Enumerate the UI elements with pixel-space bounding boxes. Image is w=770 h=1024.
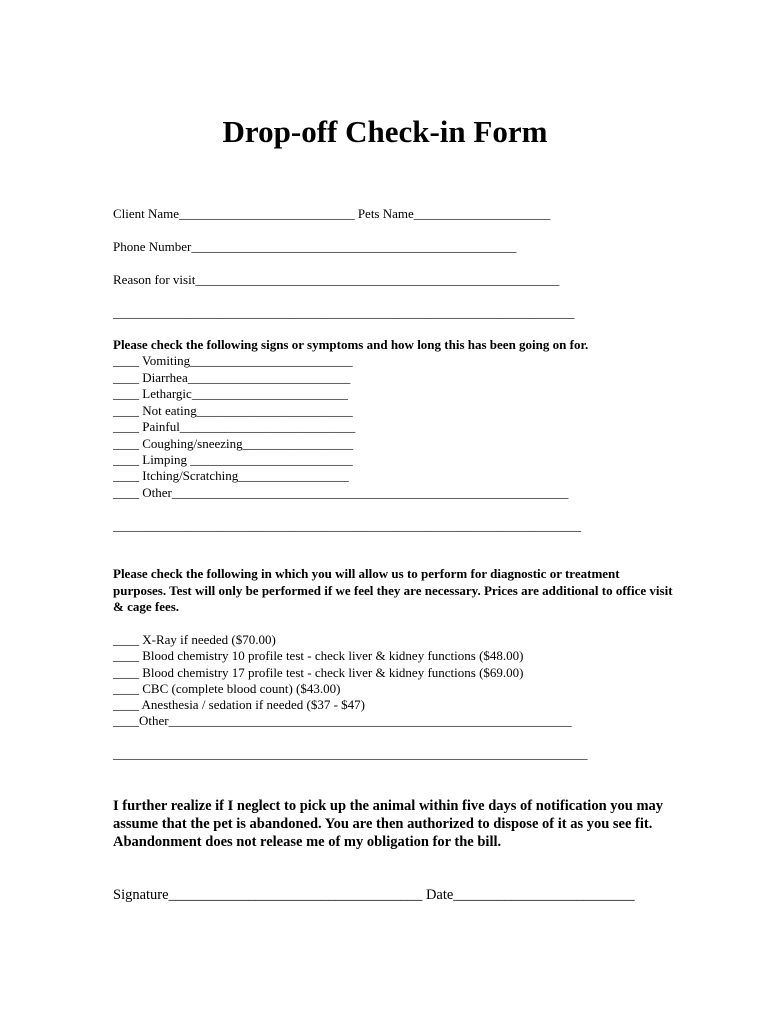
test-item: ____ CBC (complete blood count) ($43.00): [113, 681, 341, 696]
tests-heading: Please check the following in which you will allow us to perform for diagnostic or treatment purposes. Test will only be performed if we feel they are necessary. Prices are additional to office visit & cage fees.: [113, 566, 673, 614]
client-pet-name-line: Client Name___________________________ Pets Name_____________________: [113, 206, 551, 221]
form-title: Drop-off Check-in Form: [222, 114, 548, 149]
phone-number-line: Phone Number__________________________________________________: [113, 239, 517, 254]
symptoms-heading: Please check the following signs or symptoms and how long this has been going on for.: [113, 337, 589, 352]
symptom-item: ____ Vomiting_________________________: [113, 353, 353, 368]
symptom-item-other: ____ Other_____________________________________________________________: [113, 485, 569, 500]
signature-date-line: Signature___________________________________ Date_________________________: [113, 887, 635, 903]
symptoms-continuation-line: ________________________________________________________________________: [113, 518, 581, 533]
reason-continuation-line: _______________________________________________________________________: [113, 305, 575, 320]
symptom-item: ____ Painful___________________________: [113, 419, 356, 434]
abandonment-notice: I further realize if I neglect to pick up the animal within five days of notification you may assume that the pet is abandoned. You are then authorized to dispose of it as you see fit. Abandonment does not release me of my obligation for the bill.: [113, 798, 664, 850]
symptom-item: ____ Lethargic________________________: [113, 386, 348, 401]
symptom-item: ____ Itching/Scratching_________________: [113, 468, 349, 483]
test-item-other: ____Other______________________________________________________________: [113, 713, 572, 728]
symptom-item: ____ Coughing/sneezing_________________: [113, 436, 354, 451]
reason-for-visit-line: Reason for visit________________________________________________________: [113, 272, 560, 287]
symptom-item: ____ Not eating________________________: [113, 403, 353, 418]
test-item: ____ Blood chemistry 17 profile test - check liver & kidney functions ($69.00): [113, 665, 524, 680]
test-item: ____ Anesthesia / sedation if needed ($37 - $47): [113, 697, 365, 712]
test-item: ____ Blood chemistry 10 profile test - check liver & kidney functions ($48.00): [113, 648, 524, 663]
symptom-item: ____ Limping _________________________: [113, 452, 353, 467]
tests-continuation-line: _________________________________________________________________________: [113, 746, 588, 761]
test-item: ____ X-Ray if needed ($70.00): [113, 632, 276, 647]
symptom-item: ____ Diarrhea_________________________: [113, 370, 351, 385]
